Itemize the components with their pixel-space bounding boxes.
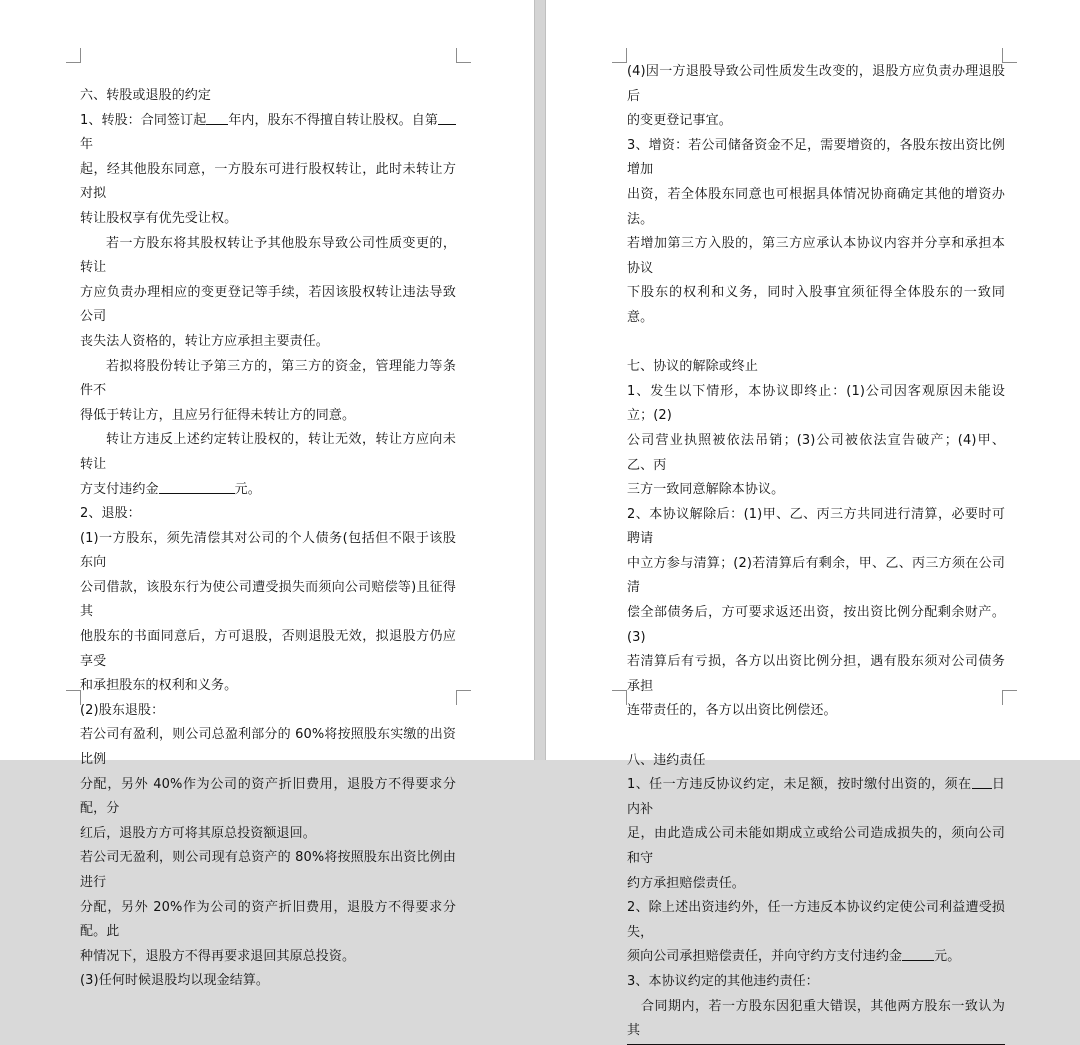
paragraph-line: 2、退股： <box>80 506 141 522</box>
paragraph-line: 若清算后有亏损，各方以出资比例分担，遇有股东须对公司债务承担 <box>627 654 1005 694</box>
paragraph-line: (4)因一方退股导致公司性质发生改变的，退股方应负责办理退股后 <box>627 64 1005 104</box>
paragraph-line: (1)一方股东，须先清偿其对公司的个人债务(包括但不限于该股东向 <box>80 530 456 571</box>
text-span: 年内，股东不得擅自转让股权。自第 <box>228 112 438 128</box>
paragraph-line: 三方一致同意解除本协议。 <box>627 482 785 498</box>
blank-underline <box>206 110 228 125</box>
page-text-body[interactable] <box>627 60 1005 1045</box>
margin-corner-mark <box>66 48 81 63</box>
section-heading: 七、协议的解除或终止 <box>627 359 759 375</box>
paragraph-line: 中立方参与清算；(2)若清算后有剩余，甲、乙、丙三方须在公司清 <box>627 555 1005 596</box>
paragraph-line: 2、本协议解除后：(1)甲、乙、丙三方共同进行清算，必要时可聘请 <box>627 506 1005 547</box>
paragraph-line: 公司借款，该股东行为使公司遭受损失而须向公司赔偿等)且征得其 <box>80 579 456 620</box>
margin-corner-mark <box>456 48 471 63</box>
paragraph-line: 得低于转让方，且应另行征得未转让方的同意。 <box>80 407 356 423</box>
paragraph-line: 公司营业执照被依法吊销；(3)公司被依法宣告破产；(4)甲、乙、丙 <box>627 432 1005 473</box>
paragraph-line: (3)任何时候退股均以现金结算。 <box>80 973 270 989</box>
paragraph-line: 足，由此造成公司未能如期成立或给公司造成损失的，须向公司和守 <box>627 826 1005 866</box>
text-span: 方支付违约金 <box>80 481 159 497</box>
paragraph-line <box>627 773 1005 822</box>
section-heading: 六、转股或退股的约定 <box>80 88 212 103</box>
paragraph-line: 他股东的书面同意后，方可退股，否则退股无效，拟退股方仍应享受 <box>80 629 456 669</box>
page-text-body[interactable] <box>80 84 456 994</box>
text-span: 日内补 <box>627 777 1005 817</box>
paragraph-line: 和承担股东的权利和义务。 <box>80 678 238 694</box>
page-gap <box>534 0 546 760</box>
blank-line <box>627 331 1005 356</box>
paragraph-line <box>80 478 456 503</box>
paragraph-line: 连带责任的，各方以出资比例偿还。 <box>627 703 837 719</box>
paragraph-line: 2、除上述出资违约外，任一方违反本协议约定使公司利益遭受损失， <box>627 900 1005 940</box>
paragraph-line: 出资，若全体股东同意也可根据具体情况协商确定其他的增资办法。 <box>627 186 1005 227</box>
paragraph-line: 下股东的权利和义务，同时入股事宜须征得全体股东的一致同意。 <box>627 285 1005 325</box>
document-page-right <box>546 0 1080 1039</box>
paragraph-line: 的变更登记事宜。 <box>627 113 732 129</box>
section-heading: 八、违约责任 <box>627 752 706 768</box>
blank-underline <box>972 774 992 789</box>
margin-corner-mark <box>456 690 471 705</box>
paragraph-line: 3、本协议约定的其他违约责任： <box>627 973 819 989</box>
paragraph-line: 若增加第三方入股的，第三方应承认本协议内容并分享和承担本协议 <box>627 236 1005 276</box>
paragraph-line: 偿全部债务后，方可要求返还出资，按出资比例分配剩余财产。(3) <box>627 605 1005 645</box>
paragraph-line: 1、发生以下情形，本协议即终止：(1)公司因客观原因未能设立；(2) <box>627 383 1005 424</box>
text-span: 1、任一方违反协议约定，未足额，按时缴付出资的，须在 <box>627 777 972 793</box>
paragraph-line: 若公司无盈利，则公司现有总资产的 80%将按照股东出资比例由进行 <box>80 850 456 890</box>
blank-line <box>627 724 1005 749</box>
paragraph-line: 若一方股东将其股权转让予其他股东导致公司性质变更的，转让 <box>80 235 456 276</box>
blank-underline <box>438 110 456 125</box>
paragraph-line: 方应负责办理相应的变更登记等手续，若因该股权转让违法导致公司 <box>80 284 456 325</box>
text-span: 1、转股：合同签订起 <box>80 112 207 128</box>
paragraph-line: 丧失法人资格的，转让方应承担主要责任。 <box>80 333 329 349</box>
paragraph-line: 转让股权享有优先受让权。 <box>80 210 238 226</box>
text-span: 须向公司承担赔偿责任，并向守约方支付违约金 <box>627 949 903 965</box>
paragraph-line: 若拟将股份转让予第三方的，第三方的资金，管理能力等条件不 <box>80 358 456 399</box>
margin-corner-mark <box>612 48 627 63</box>
paragraph-line: (2)股东退股： <box>80 702 165 718</box>
paragraph-line: 转让方违反上述约定转让股权的，转让无效，转让方应向未转让 <box>80 432 456 472</box>
paragraph-line: 分配，另外 40%作为公司的资产折旧费用，退股方不得要求分配，分 <box>80 776 456 817</box>
paragraph-line: 合同期内，若一方股东因犯重大错误，其他两方股东一致认为其 <box>627 995 1005 1045</box>
text-span: 元。 <box>234 481 261 497</box>
document-page-left <box>0 0 534 989</box>
paragraph-line: 3、增资：若公司储备资金不足，需要增资的，各股东按出资比例增加 <box>627 137 1005 178</box>
margin-corner-mark <box>612 690 627 705</box>
text-span: 元。 <box>934 949 961 965</box>
blank-underline <box>902 946 934 961</box>
paragraph-line: 红后，退股方方可将其原总投资额退回。 <box>80 825 316 841</box>
blank-underline <box>159 479 235 494</box>
paragraph-line <box>80 109 456 158</box>
paragraph-line: 种情况下，退股方不得再要求退回其原总投资。 <box>80 948 356 964</box>
margin-corner-mark <box>66 690 81 705</box>
paragraph-line <box>627 945 1005 970</box>
paragraph-line: 分配，另外 20%作为公司的资产折旧费用，退股方不得要求分配。此 <box>80 899 456 940</box>
paragraph-line: 起，经其他股东同意，一方股东可进行股权转让，此时未转让方对拟 <box>80 161 456 202</box>
paragraph-line: 若公司有盈利，则公司总盈利部分的 60%将按照股东实缴的出资比例 <box>80 727 456 768</box>
text-span: 年 <box>80 137 94 153</box>
paragraph-line: 约方承担赔偿责任。 <box>627 875 745 891</box>
